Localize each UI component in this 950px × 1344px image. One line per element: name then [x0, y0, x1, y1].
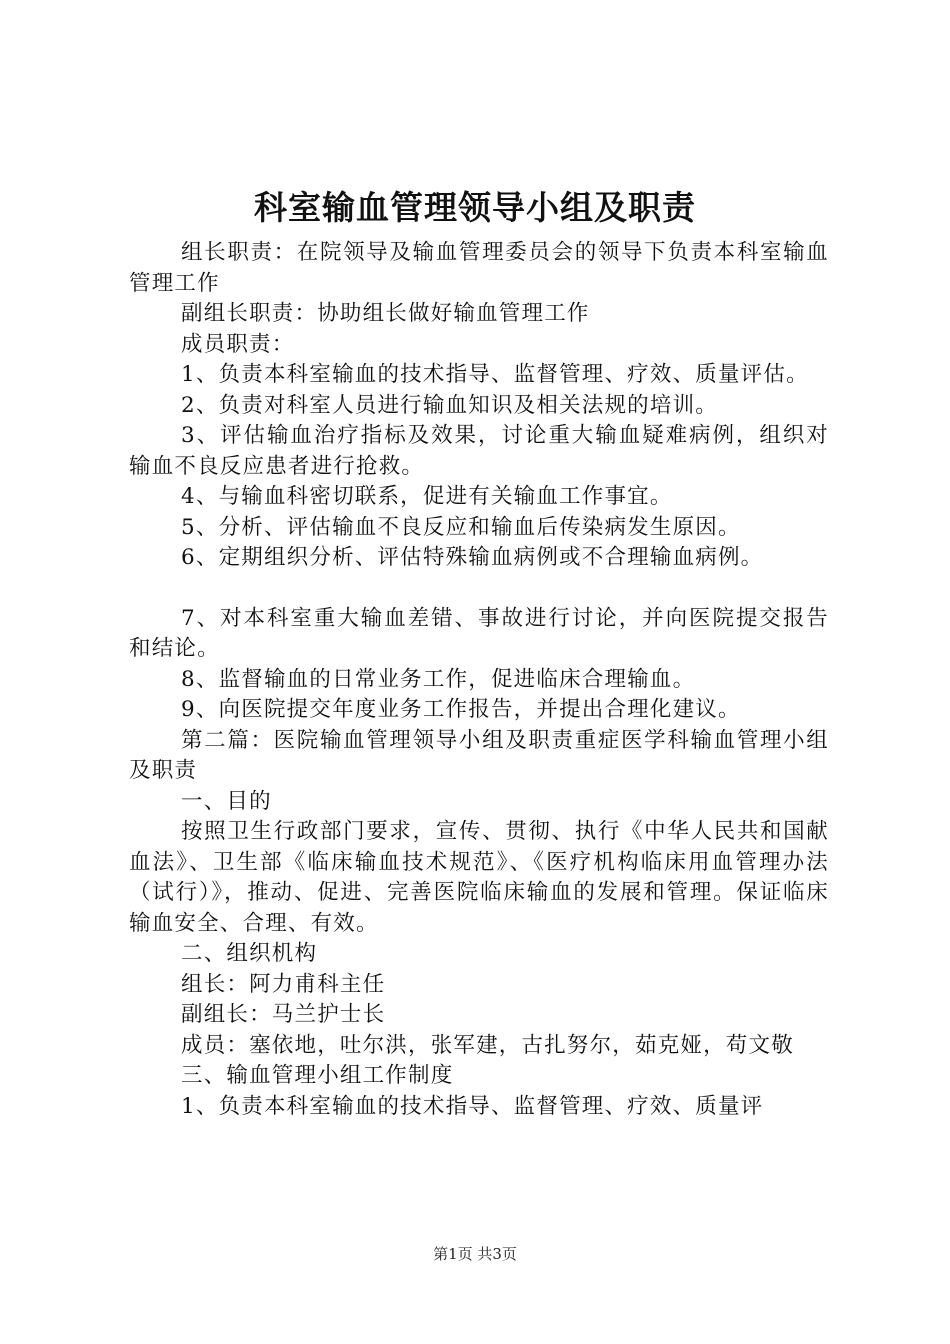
paragraph: 组长：阿力甫科主任	[181, 971, 386, 997]
paragraph: 1、负责本科室输血的技术指导、监督管理、疗效、质量评估。	[181, 362, 809, 387]
paragraph: 6、定期组织分析、评估特殊输血病例或不合理输血病例。	[181, 545, 764, 570]
paragraph: 4、与输血科密切联系，促进有关输血工作事宜。	[181, 484, 673, 509]
paragraph: 副组长职责：协助组长做好输血管理工作	[181, 301, 590, 326]
paragraph: 成员：塞依地，吐尔洪，张军建，古扎努尔，茹克娅，苟文敬	[181, 1032, 794, 1058]
paragraph: 5、分析、评估输血不良反应和输血后传染病发生原因。	[181, 514, 741, 540]
page-number-footer: 第1页 共3页	[433, 1245, 517, 1263]
paragraph: 7、对本科室重大输血差错、事故进行讨论，并向医院提交报告和结论。	[129, 605, 829, 661]
paragraph: 成员职责：	[181, 331, 295, 357]
document-title: 科室输血管理领导小组及职责	[254, 188, 696, 227]
paragraph: 8、监督输血的日常业务工作，促进临床合理输血。	[181, 666, 696, 692]
paragraph: 按照卫生行政部门要求，宣传、贯彻、执行《中华人民共和国献血法》、卫生部《临床输血技术规范》、《医疗机构临床用血管理办法（试行）》，推动、促进、完善医院临床输血的发展和管理。保证临床输血安全、合理、有效。	[129, 819, 829, 936]
paragraph: 1、负责本科室输血的技术指导、监督管理、疗效、质量评	[181, 1093, 764, 1119]
paragraph: 3、评估输血治疗指标及效果，讨论重大输血疑难病例，组织对输血不良反应患者进行抢救。	[129, 423, 829, 479]
paragraph: 副组长：马兰护士长	[181, 1002, 386, 1027]
paragraph: 9、向医院提交年度业务工作报告，并提出合理化建议。	[181, 697, 741, 722]
section-heading: 二、组织机构	[181, 941, 318, 966]
section-heading: 一、目的	[181, 788, 272, 814]
section-heading: 第二篇：医院输血管理领导小组及职责重症医学科输血管理小组及职责	[129, 727, 829, 783]
paragraph: 2、负责对科室人员进行输血知识及相关法规的培训。	[181, 392, 718, 418]
section-heading: 三、输血管理小组工作制度	[181, 1063, 454, 1088]
document-body	[129, 238, 829, 1122]
paragraph: 组长职责：在院领导及输血管理委员会的领导下负责本科室输血管理工作	[129, 240, 829, 296]
